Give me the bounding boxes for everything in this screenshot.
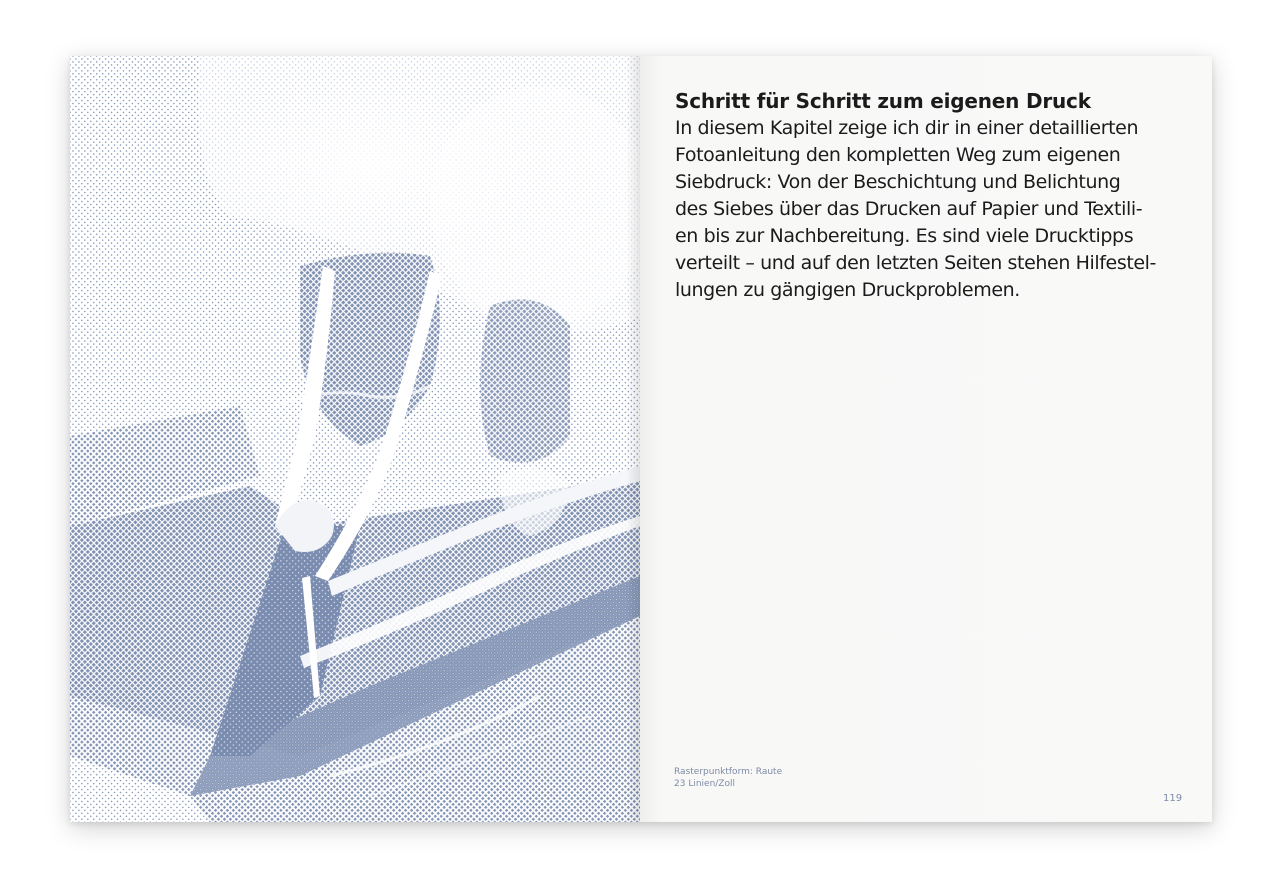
- caption-line-dot-shape: Rasterpunktform: Raute: [674, 767, 783, 777]
- body-line: verteilt – und auf den letzten Seiten stehen Hilfestel-: [675, 252, 1157, 274]
- body-line: Siebdruck: Von der Beschichtung und Belichtung: [675, 171, 1121, 193]
- body-line: en bis zur Nachbereitung. Es sind viele Drucktipps: [675, 225, 1134, 247]
- body-line: des Siebes über das Drucken auf Papier und Textili-: [675, 198, 1143, 220]
- caption-line-screen-ruling: 23 Linien/Zoll: [674, 779, 735, 789]
- image-caption: [674, 766, 782, 790]
- page-number: 119: [1163, 793, 1183, 804]
- right-page: [640, 56, 1212, 822]
- chapter-intro: [675, 115, 1195, 304]
- halftone-photo: [70, 56, 640, 822]
- body-line: lungen zu gängigen Druckproblemen.: [675, 279, 1020, 301]
- chapter-heading: Schritt für Schritt zum eigenen Druck: [675, 89, 1091, 113]
- left-page: [70, 56, 640, 822]
- text-block: [675, 88, 1195, 304]
- book-spread: [70, 56, 1212, 822]
- body-line: In diesem Kapitel zeige ich dir in einer detaillierten: [675, 117, 1139, 139]
- body-line: Fotoanleitung den kompletten Weg zum eigenen: [675, 144, 1121, 166]
